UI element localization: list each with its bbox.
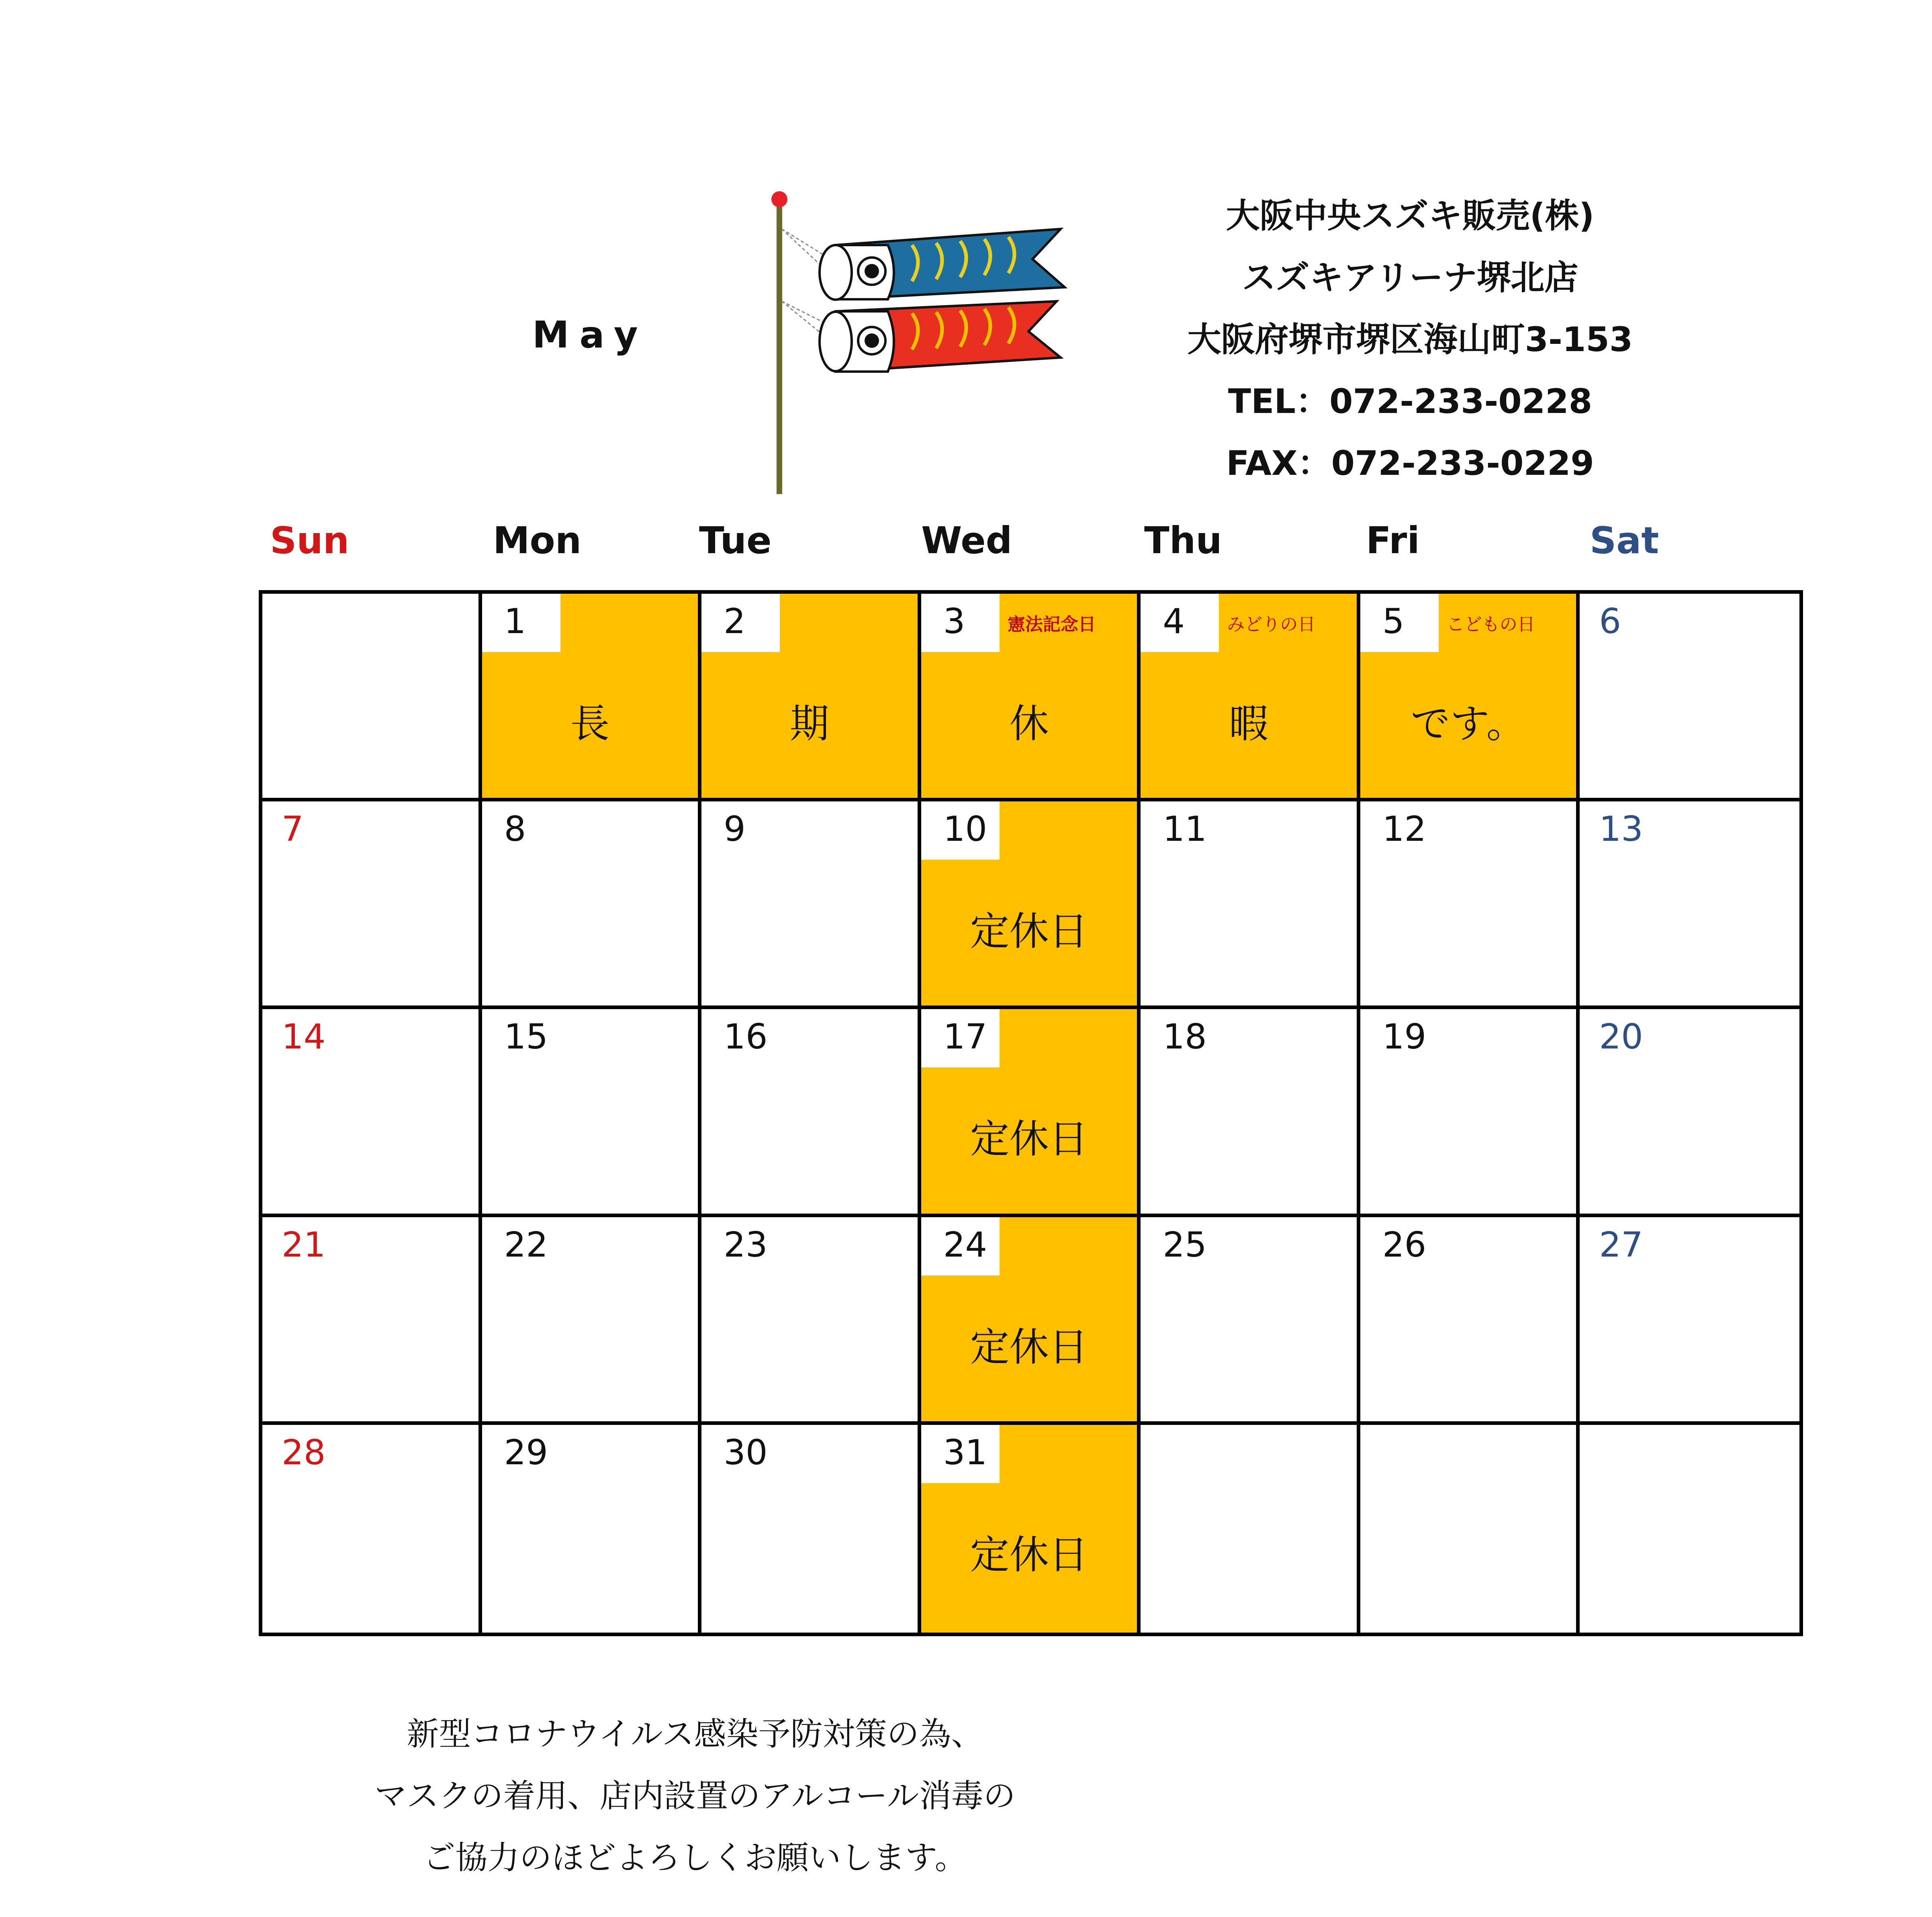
day-number: 7 (282, 809, 304, 850)
day-number: 27 (1599, 1224, 1643, 1265)
day-cell-28 (262, 1425, 482, 1633)
day-number: 2 (724, 601, 746, 642)
day-cell-16 (701, 1009, 921, 1217)
day-number: 5 (1382, 601, 1405, 642)
day-number: 12 (1382, 809, 1427, 850)
day-cell-13 (1580, 801, 1799, 1009)
weekday-tue: Tue (699, 519, 772, 562)
day-number: 16 (724, 1017, 768, 1057)
day-note: 休 (1009, 701, 1049, 747)
day-cell-1 (482, 594, 702, 801)
day-number: 24 (943, 1224, 987, 1265)
company-name: 大阪中央スズキ販売(株) (1226, 196, 1595, 235)
day-number: 11 (1163, 809, 1207, 850)
empty-day-cell (1360, 1425, 1580, 1633)
day-cell-31 (921, 1425, 1141, 1633)
day-number: 28 (282, 1432, 326, 1473)
day-cell-15 (482, 1009, 702, 1217)
weekday-thu: Thu (1144, 519, 1222, 562)
day-note: 定休日 (970, 909, 1088, 955)
day-number: 6 (1599, 601, 1621, 642)
notice-line: 新型コロナウイルス感染予防対策の為、 (407, 1715, 983, 1753)
day-number: 10 (943, 809, 987, 850)
notice-line: ご協力のほどよろしくお願いします。 (423, 1839, 967, 1876)
day-number: 20 (1599, 1017, 1643, 1057)
empty-day-cell (262, 594, 482, 801)
weekday-wed: Wed (921, 519, 1012, 562)
day-note: 定休日 (970, 1116, 1088, 1163)
day-cell-8 (482, 801, 702, 1009)
day-number: 15 (504, 1017, 548, 1057)
weekday-mon: Mon (493, 519, 582, 562)
day-number: 18 (1163, 1017, 1207, 1057)
day-number: 30 (724, 1432, 768, 1473)
holiday-name: 憲法記念日 (1007, 614, 1096, 635)
day-note: 定休日 (970, 1532, 1088, 1578)
weekday-sun: Sun (270, 519, 350, 562)
day-cell-29 (482, 1425, 702, 1633)
weekday-sat: Sat (1590, 519, 1659, 562)
day-number: 1 (504, 601, 526, 642)
month-title: May (532, 313, 648, 356)
holiday-name: こどもの日 (1446, 614, 1535, 635)
day-cell-19 (1360, 1009, 1580, 1217)
day-cell-22 (482, 1217, 702, 1425)
carp-streamer-icon (755, 185, 1077, 498)
store-name: スズキアリーナ堺北店 (1242, 258, 1578, 297)
day-number: 23 (724, 1224, 768, 1265)
day-cell-10 (921, 801, 1141, 1009)
day-cell-7 (262, 801, 482, 1009)
store-tel: TEL：072-233-0228 (1228, 382, 1593, 421)
day-number: 31 (943, 1432, 987, 1473)
day-number: 22 (504, 1224, 548, 1265)
day-cell-21 (262, 1217, 482, 1425)
day-note: 暇 (1229, 701, 1269, 747)
weekday-fri: Fri (1366, 519, 1420, 562)
day-cell-12 (1360, 801, 1580, 1009)
day-number: 4 (1163, 601, 1185, 642)
day-note: です。 (1411, 701, 1526, 747)
day-cell-9 (701, 801, 921, 1009)
store-address: 大阪府堺市堺区海山町3-153 (1187, 320, 1633, 359)
empty-day-cell (1141, 1425, 1360, 1633)
day-cell-26 (1360, 1217, 1580, 1425)
day-cell-18 (1141, 1009, 1360, 1217)
calendar-grid (259, 590, 1803, 1636)
holiday-name: みどりの日 (1227, 614, 1316, 635)
day-cell-4 (1141, 594, 1360, 801)
day-cell-6 (1580, 594, 1799, 801)
day-number: 19 (1382, 1017, 1427, 1057)
day-number: 29 (504, 1432, 548, 1473)
day-number: 25 (1163, 1224, 1207, 1265)
day-cell-3 (921, 594, 1141, 801)
store-fax: FAX：072-233-0229 (1226, 443, 1594, 483)
day-cell-23 (701, 1217, 921, 1425)
day-number: 9 (724, 809, 746, 850)
day-note: 期 (789, 701, 829, 747)
day-number: 3 (943, 601, 965, 642)
day-cell-24 (921, 1217, 1141, 1425)
day-number: 26 (1382, 1224, 1427, 1265)
day-number: 13 (1599, 809, 1643, 850)
day-cell-2 (701, 594, 921, 801)
day-cell-5 (1360, 594, 1580, 801)
day-cell-20 (1580, 1009, 1799, 1217)
day-number: 14 (282, 1017, 326, 1057)
day-cell-17 (921, 1009, 1141, 1217)
day-cell-27 (1580, 1217, 1799, 1425)
day-note: 定休日 (970, 1324, 1088, 1370)
day-number: 8 (504, 809, 526, 850)
notice (281, 1703, 1109, 1889)
empty-day-cell (1580, 1425, 1799, 1633)
day-cell-11 (1141, 801, 1360, 1009)
company-info (1109, 185, 1711, 494)
day-cell-25 (1141, 1217, 1360, 1425)
day-cell-14 (262, 1009, 482, 1217)
day-cell-30 (701, 1425, 921, 1633)
day-number: 21 (282, 1224, 326, 1265)
day-note: 長 (570, 701, 610, 747)
day-number: 17 (943, 1017, 987, 1057)
notice-line: マスクの着用、店内設置のアルコール消毒の (374, 1777, 1016, 1815)
